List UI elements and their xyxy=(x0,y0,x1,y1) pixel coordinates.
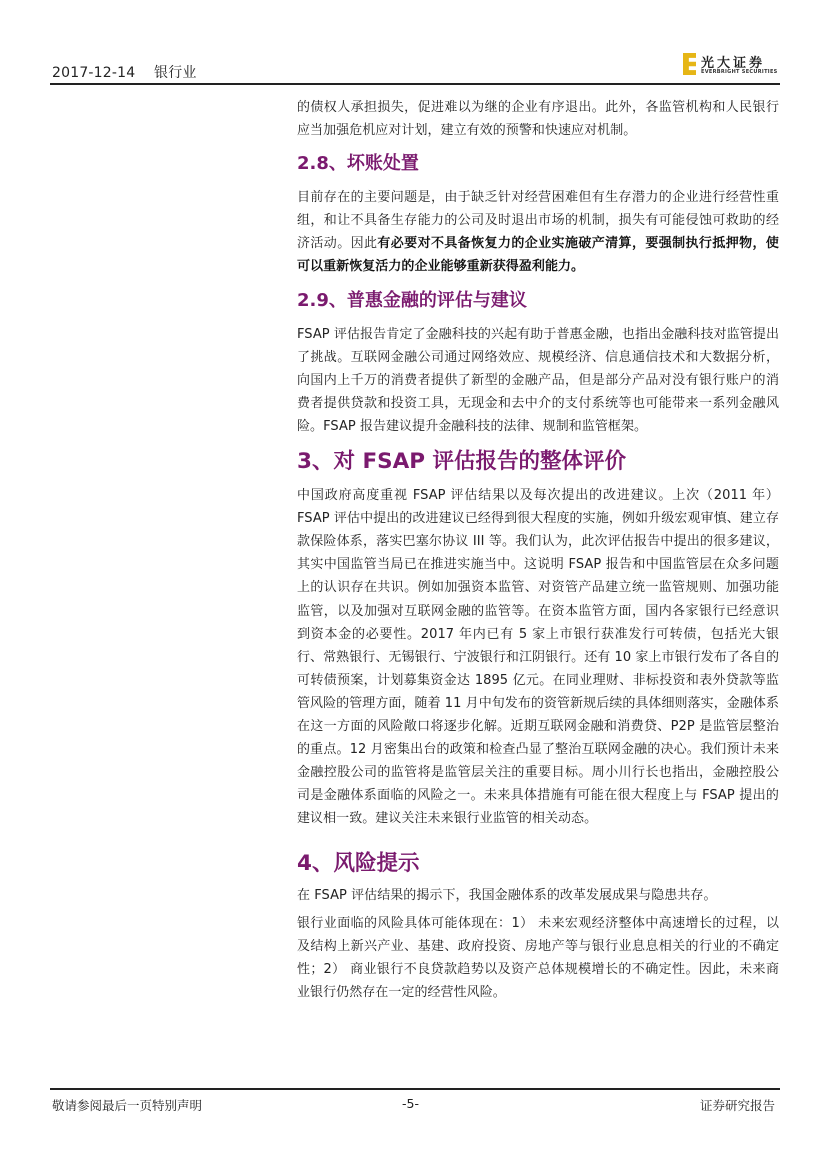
logo-mark-icon xyxy=(683,53,696,75)
everbright-logo xyxy=(683,52,783,78)
footer-disclaimer: 敬请参阅最后一页特别声明 xyxy=(52,1098,203,1113)
page-number: -5- xyxy=(402,1096,419,1111)
page-content xyxy=(297,96,779,1004)
logo-english-name: EVERBRIGHT SECURITIES xyxy=(701,69,778,75)
section-heading-4: 4、风险提示 xyxy=(297,851,420,877)
report-date: 2017-12-14 xyxy=(52,65,136,81)
report-header xyxy=(52,62,211,82)
paragraph-inclusive-finance: FSAP 评估报告肯定了金融科技的兴起有助于普惠金融，也指出金融科技对监管提出了挑战。互联网金融公司通过网络效应、规模经济、信息通信技术和大数据分析，向国内上千万的消费者提供了新型的金融产品，但是部分产品对没有银行账户的消费者提供贷款和投资工具，无现金和去中介的支付系统等也可能带来一系列金融风险。FSAP 报告建议提升金融科技的法律、规制和监管框架。 xyxy=(297,326,779,434)
footer-report-type: 证券研究报告 xyxy=(700,1098,776,1113)
paragraph-bad-debt xyxy=(297,186,779,278)
report-sector: 银行业 xyxy=(154,65,197,81)
header-divider xyxy=(50,83,780,85)
logo-chinese-name: 光大证券 xyxy=(701,56,766,71)
footer-divider xyxy=(50,1088,780,1090)
paragraph-risk-intro: 在 FSAP 评估结果的揭示下，我国金融体系的改革发展成果与隐患共存。 xyxy=(297,888,717,904)
paragraph-bad-debt-text: 目前存在的主要问题是，由于缺乏针对经营困难但有生存潜力的企业进行经营性重组，和让不具备生存能力的公司及时退出市场的机制，损失有可能侵蚀可救助的经济活动。因此 xyxy=(297,190,779,252)
section-heading-3: 3、对 FSAP 评估报告的整体评价 xyxy=(297,449,626,475)
paragraph-risk-detail: 银行业面临的风险具体可能体现在：1） 未来宏观经济整体中高速增长的过程，以及结构上新兴产业、基建、政府投资、房地产等与银行业息息相关的行业的不确定性；2） 商业银行不良贷款趋势以及资产总体规模增长的不确定性。因此，未来商业银行仍然存在一定的经营性风险。 xyxy=(297,915,779,1000)
paragraph-continued: 的债权人承担损失，促进难以为继的企业有序退出。此外，各监管机构和人民银行应当加强危机应对计划，建立有效的预警和快速应对机制。 xyxy=(297,100,779,139)
section-heading-2-8: 2.8、坏账处置 xyxy=(297,153,419,175)
paragraph-bad-debt-emphasis: 有必要对不具备恢复力的企业实施破产清算，要强制执行抵押物，使可以重新恢复活力的企业能够重新获得盈利能力。 xyxy=(297,236,779,275)
section-heading-2-9: 2.9、普惠金融的评估与建议 xyxy=(297,289,527,311)
paragraph-overall-assessment: 中国政府高度重视 FSAP 评估结果以及每次提出的改进建议。上次（2011 年）FSAP 评估中提出的改进建议已经得到很大程度的实施，例如升级宏观审慎、建立存款保险体系，落实巴塞尔协议 III 等。我们认为，此次评估报告中提出的很多建议，其实中国监管当局已在推进实施当中。这说明 FSAP 报告和中国监管层在众多问题上的认识存在共识。例如加强资本监管、对资管产品建立统一监管规则、加强功能监管，以及加强对互联网金融的监管等。在资本监管方面，国内各家银行已经意识到资本金的必要性。2017 年内已有 5 家上市银行获准发行可转债，包括光大银行、常熟银行、无锡银行、宁波银行和江阴银行。还有 10 家上市银行发布了各自的可转债预案，计划募集资金达 1895 亿元。在同业理财、非标投资和表外贷款等监管风险的管理方面，随着 11 月中旬发布的资管新规后续的具体细则落实，金融体系在这一方面的风险敞口将逐步化解。近期互联网金融和消费贷、P2P 是监管层整治的重点。12 月密集出台的政策和检查凸显了整治互联网金融的决心。我们预计未来金融控股公司的监管将是监管层关注的重要目标。周小川行长也指出，金融控股公司是金融体系面临的风险之一。未来具体措施有可能在很大程度上与 FSAP 提出的建议相一致。建议关注未来银行业监管的相关动态。 xyxy=(297,488,779,827)
